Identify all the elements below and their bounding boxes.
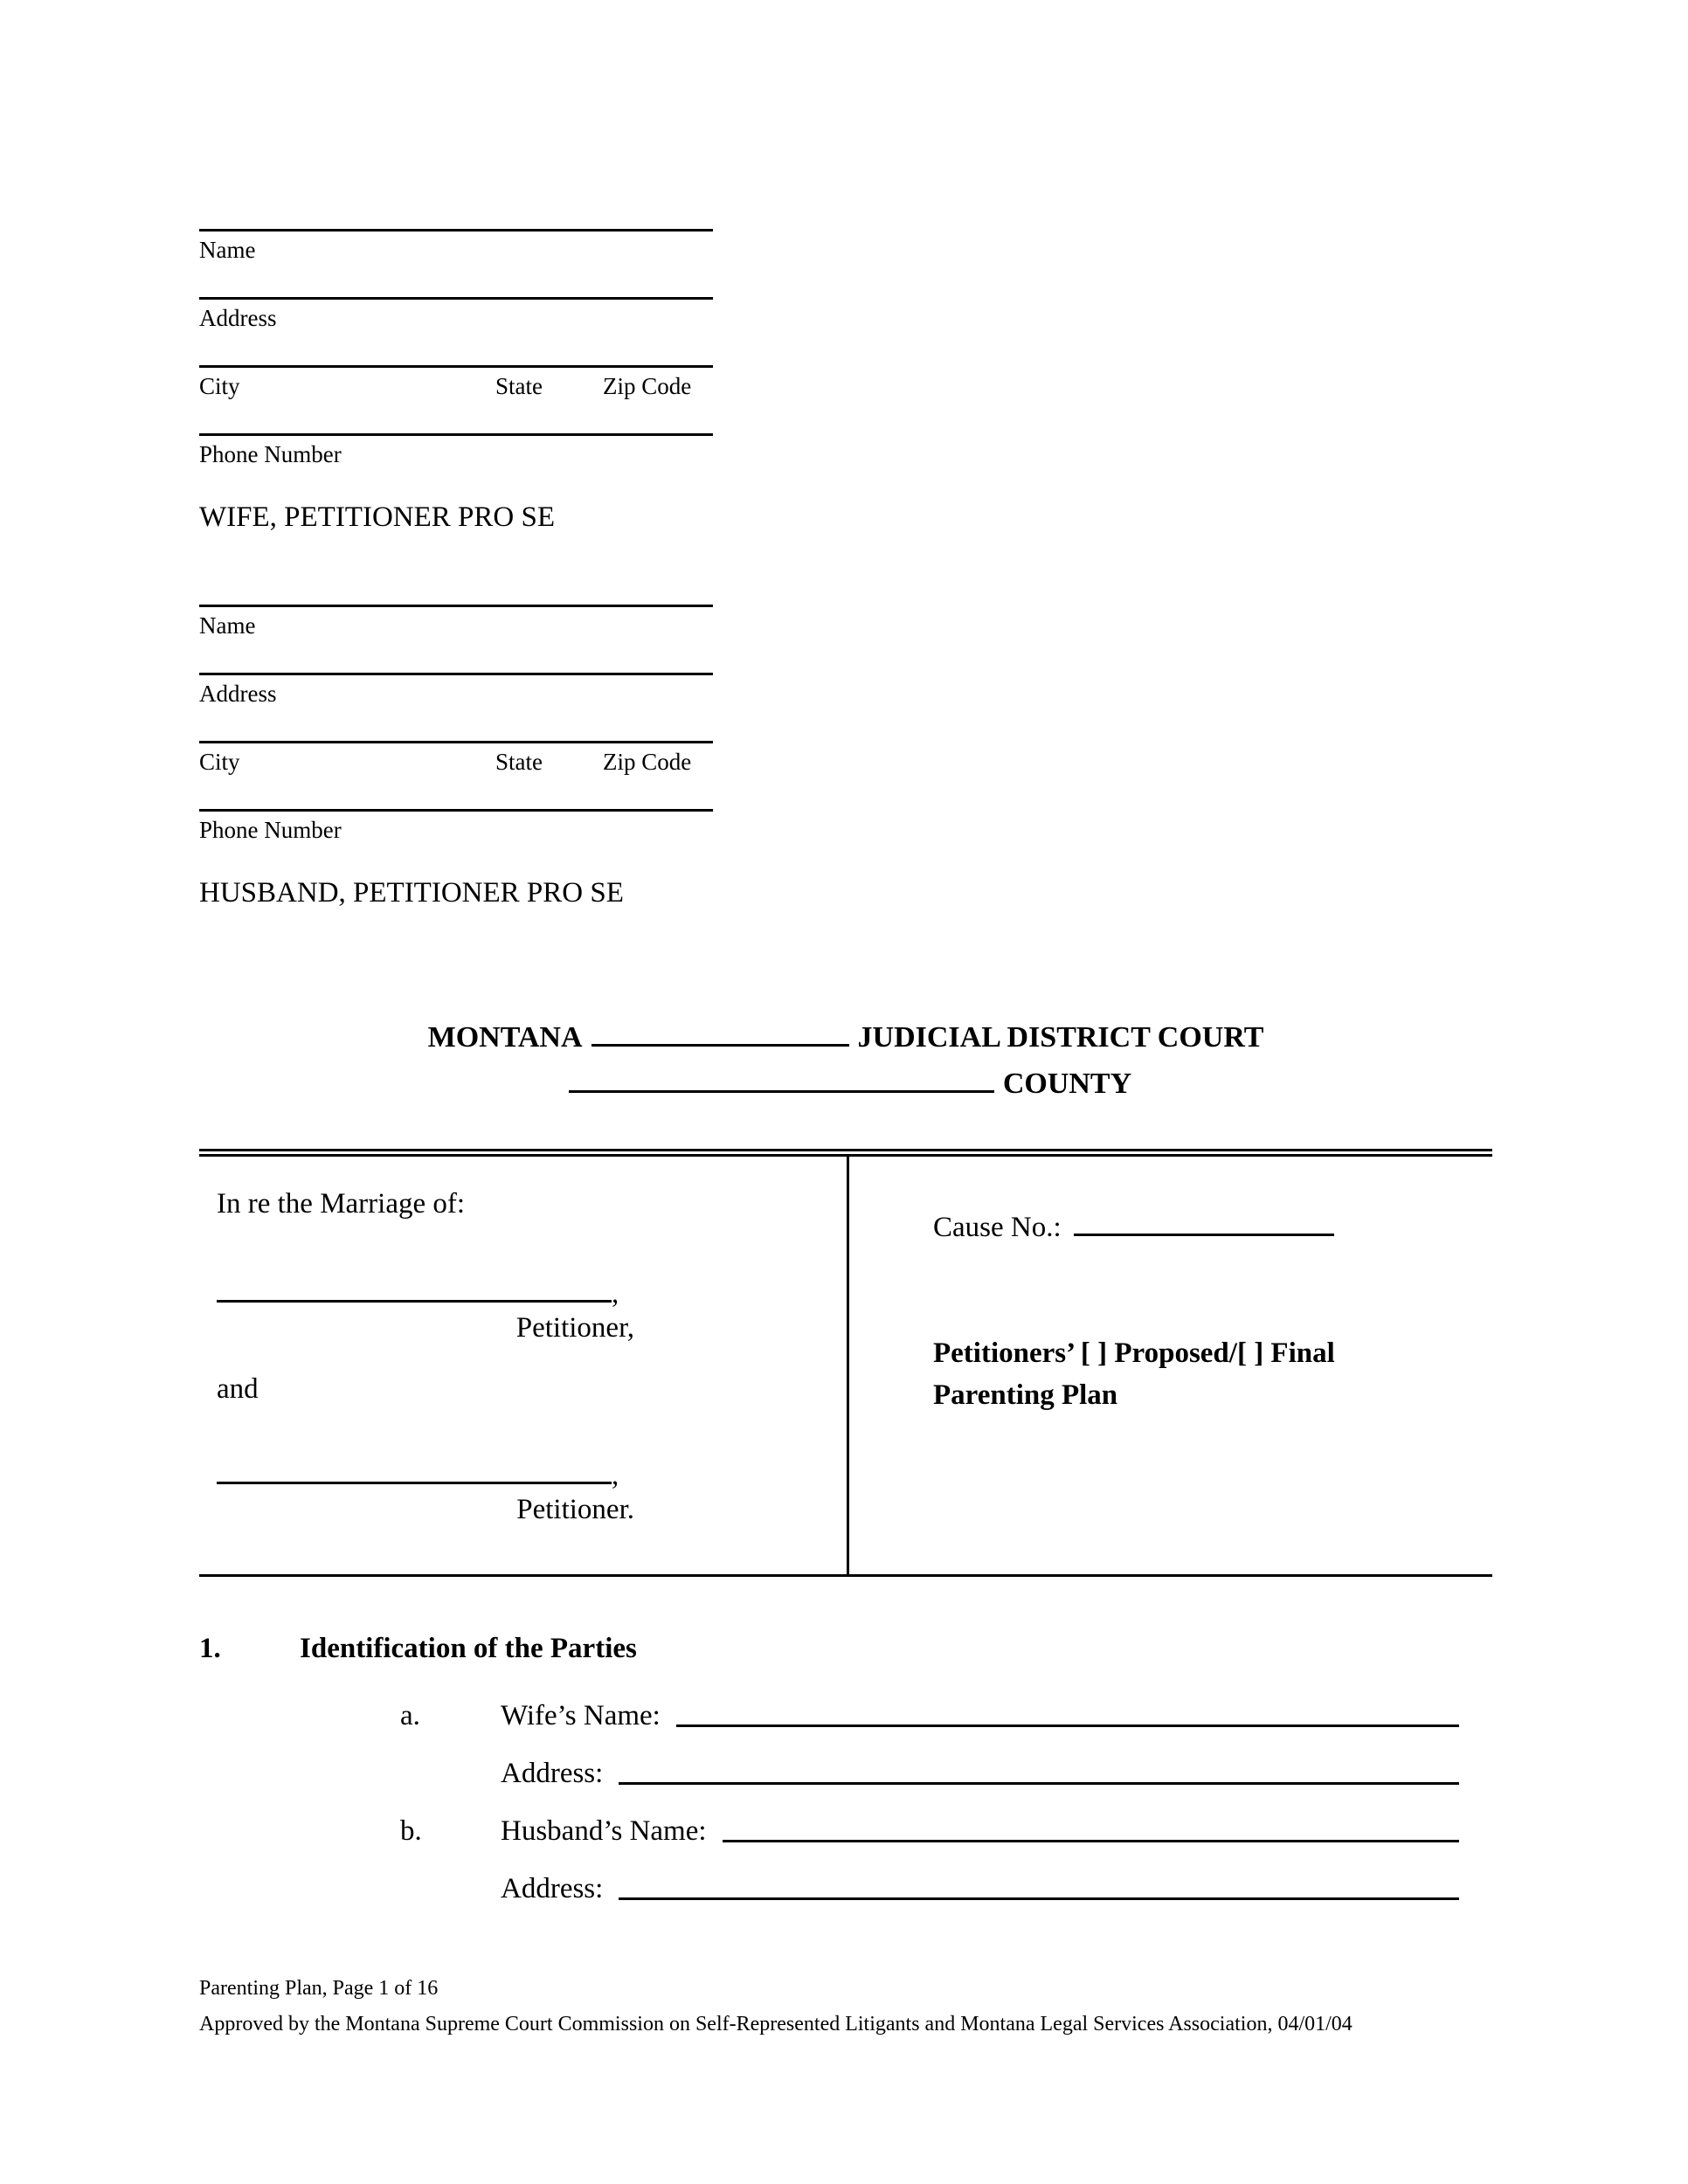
- wife-name-field-label: Wife’s Name:: [501, 1700, 661, 1732]
- husband-address-field-blank-line[interactable]: [619, 1897, 1459, 1900]
- cause-no-label: Cause No.:: [933, 1212, 1062, 1244]
- husband-address-field-label: Address:: [501, 1873, 604, 1905]
- cause-no-blank-line[interactable]: [1074, 1212, 1334, 1236]
- section1-heading-row: [199, 1633, 1492, 1666]
- comma-text: ,: [612, 1278, 619, 1310]
- case-caption-table: [199, 1157, 1492, 1577]
- caption-right-cell: [849, 1157, 1492, 1574]
- husband-role-title: HUSBAND, PETITIONER PRO SE: [199, 876, 624, 909]
- husband-address-field-row: [400, 1865, 1459, 1905]
- wife-address-blank-line[interactable]: [199, 297, 713, 300]
- phone-number-label: Phone Number: [199, 816, 342, 843]
- state-label: State: [495, 748, 543, 775]
- husband-address-blank-line[interactable]: [199, 673, 713, 675]
- page-content: [199, 0, 1492, 1905]
- judicial-district-blank-line[interactable]: [591, 1021, 849, 1047]
- zip-code-label: Zip Code: [603, 748, 692, 775]
- city-label: City: [199, 373, 240, 399]
- petitioner1-row: [217, 1277, 847, 1310]
- zip-code-label: Zip Code: [603, 373, 692, 399]
- petitioner2-row: [217, 1459, 847, 1492]
- husband-phone-blank-line[interactable]: [199, 809, 713, 812]
- name-label: Name: [199, 237, 256, 263]
- parenting-plan-title: Petitioners’ [ ] Proposed/[ ] Final Parenting Plan: [933, 1337, 1335, 1411]
- section1-heading: Identification of the Parties: [300, 1633, 637, 1665]
- address-label: Address: [199, 305, 277, 331]
- comma-text: ,: [612, 1460, 619, 1492]
- court-heading: [199, 1020, 1492, 1102]
- husband-city-state-zip-blank-line[interactable]: [199, 741, 713, 743]
- county-text: COUNTY: [1002, 1067, 1132, 1100]
- wife-name-blank-line[interactable]: [199, 229, 713, 232]
- address-label: Address: [199, 680, 277, 707]
- phone-number-label: Phone Number: [199, 441, 342, 467]
- page-footer: [199, 1976, 1352, 2037]
- item-letter-b: b.: [400, 1815, 422, 1848]
- court-heading-line1: [199, 1020, 1492, 1056]
- wife-address-field-label: Address:: [501, 1758, 604, 1790]
- husband-name-field-row: [400, 1807, 1459, 1848]
- caption-top-double-rule: [199, 1149, 1492, 1157]
- husband-address-block: [199, 605, 1492, 910]
- husband-name-field-label: Husband’s Name:: [501, 1815, 707, 1848]
- city-state-zip-labels: [199, 750, 1492, 774]
- wife-name-field-row: [400, 1692, 1459, 1732]
- county-blank-line[interactable]: [569, 1068, 994, 1093]
- court-state-text: MONTANA: [427, 1020, 583, 1054]
- section1-number: 1.: [199, 1633, 221, 1665]
- item-letter-a: a.: [400, 1700, 420, 1732]
- wife-phone-blank-line[interactable]: [199, 433, 713, 436]
- cause-no-row: [933, 1211, 1492, 1246]
- wife-role-title: WIFE, PETITIONER PRO SE: [199, 501, 555, 533]
- state-label: State: [495, 373, 543, 399]
- husband-name-field-blank-line[interactable]: [723, 1840, 1459, 1842]
- and-text: and: [217, 1373, 259, 1406]
- in-re-marriage-text: In re the Marriage of:: [217, 1188, 466, 1220]
- city-label: City: [199, 748, 240, 775]
- caption-left-cell: [199, 1157, 849, 1574]
- wife-address-field-row: [400, 1750, 1459, 1790]
- wife-name-field-blank-line[interactable]: [676, 1724, 1459, 1727]
- petitioner1-name-blank-line[interactable]: [217, 1278, 612, 1303]
- city-state-zip-labels: [199, 375, 1492, 398]
- petitioner2-name-blank-line[interactable]: [217, 1460, 612, 1484]
- wife-address-field-blank-line[interactable]: [619, 1782, 1459, 1785]
- footer-approval-text: Approved by the Montana Supreme Court Commission on Self-Represented Litigants and Montana Legal Services Association, 04/01/04: [199, 2012, 1352, 2035]
- name-label: Name: [199, 612, 256, 639]
- husband-name-blank-line[interactable]: [199, 605, 713, 607]
- petitioner2-label: Petitioner.: [516, 1494, 634, 1526]
- wife-city-state-zip-blank-line[interactable]: [199, 365, 713, 368]
- judicial-district-court-text: JUDICIAL DISTRICT COURT: [857, 1020, 1264, 1054]
- wife-address-block: [199, 229, 1492, 535]
- court-heading-line2: [199, 1067, 1492, 1102]
- petitioner1-label: Petitioner,: [515, 1312, 634, 1344]
- footer-page-number: Parenting Plan, Page 1 of 16: [199, 1977, 439, 2000]
